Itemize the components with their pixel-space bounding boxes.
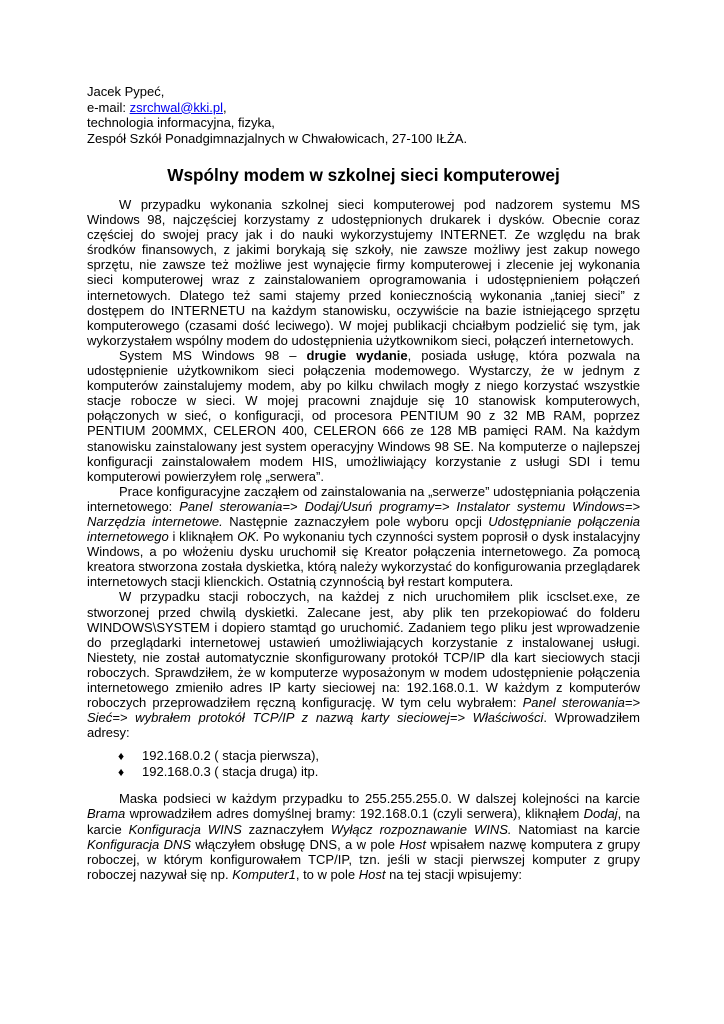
text-span: , na karcie [87, 806, 640, 837]
text-span: , posiada usługę, która pozwala na udostępnienie użytkownikom sieci połączenia modemowego. Wystarczy, że w jednym z komputerów zainstalujemy modem, aby po kilku chwilach mogły z niego korzystać wszystkie stacje robocze w sieci. W mojej pracowni znajduje się 10 stanowisk komputerowych, połączonych w sieć, o konfiguracji, od procesora PENTIUM 90 z 32 MB RAM, poprzez PENTIUM 200MMX, CELERON 400, CELERON 666 ze 128 MB pamięci RAM. Na każdym stanowisku zainstalowany jest system operacyjny Windows 98 SE. Na komputerze o najlepszej konfiguracji zainstalowałem modem HIS, umożliwiający korzystanie z usługi SDI i temu komputerowi powierzyłem rolę „serwera”. [87, 347, 640, 484]
paragraph-2 [87, 348, 640, 484]
author-subjects: technologia informacyjna, fizyka, [87, 115, 275, 130]
italic-term: Host [399, 836, 427, 852]
document-title: Wspólny modem w szkolnej sieci komputerowej [167, 165, 560, 185]
italic-term: Konfiguracja DNS [87, 836, 192, 852]
text-span: . Wprowadziłem adresy: [87, 710, 640, 741]
list-item-text: 192.168.0.3 ( stacja druga) itp. [142, 764, 319, 780]
text-span: na tej stacji wpisujemy: [385, 866, 523, 882]
italic-term: Wyłącz rozpoznawanie WINS. [330, 821, 512, 837]
document-body [87, 197, 640, 882]
italic-path: Panel sterowania=> Sieć=> wybrałem protokół TCP/IP z nazwą karty sieciowej=> Właściwości [87, 695, 640, 726]
author-header [87, 84, 640, 146]
ip-address-list [87, 748, 640, 780]
email-link[interactable]: zsrchwal@kki.pl [129, 99, 224, 115]
text-span: Prace konfiguracyjne zacząłem od zainstalowania na „serwerze” udostępniania połączenia internetowego: [87, 483, 640, 514]
italic-path: Panel sterowania=> Dodaj/Usuń programy=> Instalator systemu Windows=> Narzędzia internetowe. [87, 498, 640, 529]
paragraph-1: W przypadku wykonania szkolnej sieci komputerowej pod nadzorem systemu MS Windows 98, najczęściej korzystamy z udostępnionych drukarek i dysków. Obecnie coraz częściej do swojej pracy jak i do nauki wykorzystujemy INTERNET. Ze względu na brak środków finansowych, z jakimi borykają się szkoły, nie zawsze możliwy jest zakup nowego sprzętu, nie zawsze też możliwe jest wynajęcie firmy komputerowej i zlecenie jej wykonania sieci komputerowej wraz z zainstalowaniem oprogramowania i udostępnieniem połączeń internetowych. Dlatego też sami stajemy przed koniecznością wykonania „taniej sieci” z dostępem do INTERNETU na każdym stanowisku, oczywiście na bazie istniejącego sprzętu komputerowego (czasami dość leciwego). W mojej publikacji chciałbym podzielić się tym, jak wykorzystałem wspólny modem do udostępnienia użytkownikom sieci, połączeń internetowych. [87, 197, 640, 348]
italic-term: Komputer1 [232, 866, 296, 882]
text-span: Natomiast na karcie [511, 821, 640, 837]
text-span: Po wykonaniu tych czynności system poprosił o dysk instalacyjny Windows, a po włożeniu dysku uruchomił się Kreator połączenia internetowego. Za pomocą kreatora stworzona została dyskietka, którą należy wykorzystać do konfigurowania przeglądarek internetowych stacji klienckich. Ostatnią czynnością był restart komputera. [87, 529, 640, 590]
author-email-line [87, 100, 640, 116]
diamond-bullet-icon: ♦ [118, 749, 125, 764]
text-span: wpisałem nazwę komputera z grupy roboczej, w którym konfigurowałem TCP/IP, tzn. jeśli w stacji pierwszej komputer z grupy roboczej nazywał się np. [87, 836, 641, 882]
text-span: Następnie zaznaczyłem pole wyboru opcji [222, 513, 489, 529]
text-span: , to w pole [295, 866, 359, 882]
list-item-text: 192.168.0.2 ( stacja pierwsza), [142, 748, 320, 764]
diamond-bullet-icon: ♦ [118, 765, 125, 780]
italic-ok: OK. [237, 529, 260, 545]
text-span: W przypadku stacji roboczych, na każdej z nich uruchomiłem plik icsclset.exe, ze stworzonej przed chwilą dyskietki. Zalecane jest, aby plik ten przekopiować do folderu WINDOWS\SYSTEM i dopiero stamtąd go uruchomić. Zadaniem tego pliku jest wprowadzenie do przeglądarki internetowej ustawień umożliwiających korzystanie z instalowanej usługi. Niestety, nie został automatycznie skonfigurowany protokół TCP/IP dla kart sieciowych stacji roboczych. Sprawdziłem, że w komputerze wyposażonym w modem udostępnienie połączenia internetowego zmieniło adres IP karty sieciowej na: 192.168.0.1. W każdym z komputerów roboczych przeprowadziłem ręczną konfigurację. W tym celu wybrałem: [87, 589, 640, 711]
email-prefix: e-mail: [87, 99, 130, 115]
text-span: włączyłem obsługę DNS, a w pole [191, 836, 400, 852]
paragraph-5 [87, 791, 640, 882]
italic-term: Host [358, 866, 386, 882]
text-span: i kliknąłem [168, 529, 238, 545]
text-span: System MS Windows 98 – [119, 347, 307, 363]
email-suffix: , [223, 99, 227, 115]
italic-option: Udostępnianie połączenia internetowego [87, 513, 640, 545]
paragraph-4 [87, 589, 640, 740]
bold-drugie-wydanie: drugie wydanie [306, 347, 408, 363]
italic-term: Brama [87, 806, 126, 822]
text-span: Maska podsieci w każdym przypadku to 255.255.255.0. W dalszej kolejności na karcie [119, 791, 640, 807]
paragraph-3 [87, 484, 640, 590]
list-item [118, 764, 640, 780]
author-name: Jacek Pypeć, [87, 84, 165, 99]
italic-term: Dodaj [583, 806, 618, 822]
italic-term: Konfiguracja WINS [128, 821, 242, 837]
list-item [118, 748, 640, 764]
text-span: zaznaczyłem [241, 821, 331, 837]
author-school: Zespół Szkół Ponadgimnazjalnych w Chwałowicach, 27-100 IŁŻA. [87, 130, 468, 146]
text-span: wprowadziłem adres domyślnej bramy: 192.168.0.1 (czyli serwera), kliknąłem [125, 806, 584, 822]
document-page [87, 84, 640, 882]
